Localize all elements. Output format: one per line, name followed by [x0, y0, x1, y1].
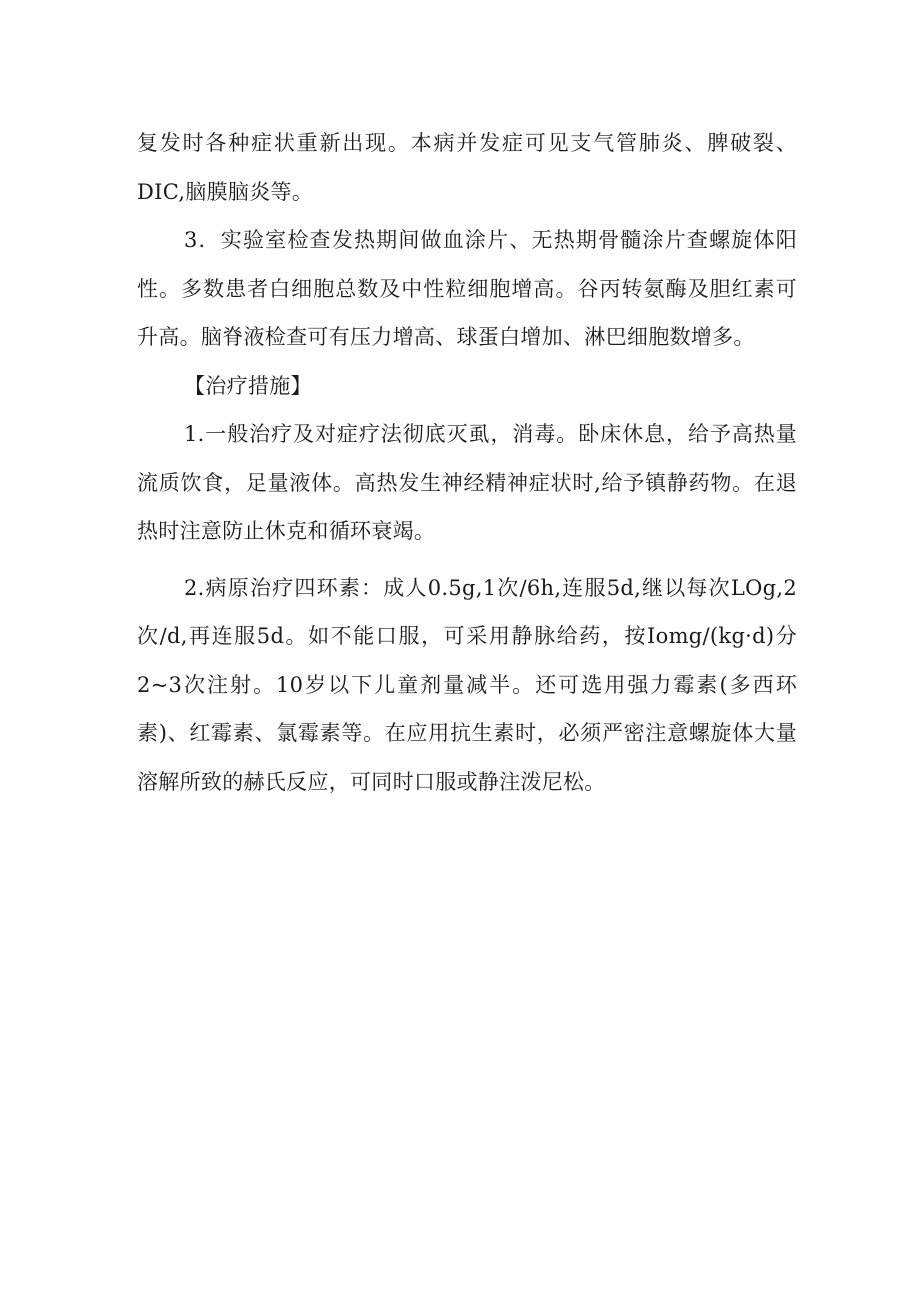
- paragraph-etiologic-treatment: 2.病原治疗四环素：成人0.5g,1次∕6h,连服5d,继以每次LOg,2次∕d,再连服5d。如不能口服，可采用静脉给药，按Iomg/(kg·d)分2~3次注射。10岁以下儿童剂量减半。还可选用强力霉素(多西环素)、红霉素、氯霉素等。在应用抗生素时，必须严密注意螺旋体大量溶解所致的赫氏反应，可同时口服或静注泼尼松。: [137, 575, 797, 794]
- document-body: [137, 119, 797, 806]
- paragraph-general-treatment: 1.一般治疗及对症疗法彻底灭虱，消毒。卧床休息，给予高热量流质饮食，足量液体。高热发生神经精神症状时,给予镇静药物。在退热时注意防止休克和循环衰竭。: [137, 422, 797, 543]
- section-heading-treatment: 【治疗措施】: [184, 373, 312, 398]
- paragraph-lab-tests: 3．实验室检查发热期间做血涂片、无热期骨髓涂片查螺旋体阳性。多数患者白细胞总数及中性粒细胞增高。谷丙转氨酶及胆红素可升高。脑脊液检查可有压力增高、球蛋白增加、淋巴细胞数增多。: [137, 228, 797, 349]
- paragraph-complications: 复发时各种症状重新出现。本病并发症可见支气管肺炎、脾破裂、DIC,脑膜脑炎等。: [137, 131, 797, 204]
